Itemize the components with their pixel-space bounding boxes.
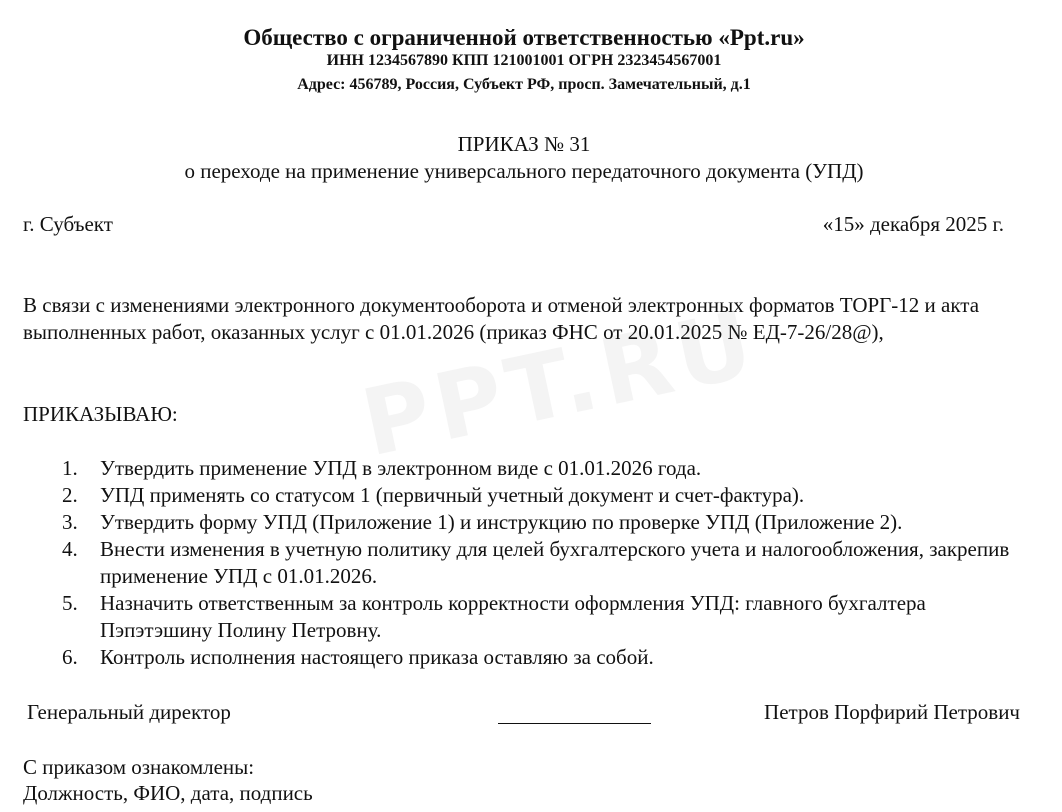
order-subject: о переходе на применение универсального передаточного документа (УПД) [184, 159, 864, 183]
org-ids: ИНН 1234567890 КПП 121001001 ОГРН 2323454567001 [326, 52, 722, 69]
item-text: Утвердить форму УПД (Приложение 1) и инструкцию по проверке УПД (Приложение 2). [100, 510, 903, 534]
item-number: 6. [62, 645, 78, 669]
order-title: ПРИКАЗ № 31 [457, 132, 591, 156]
list-item [0, 482, 1040, 509]
signatory-role: Генеральный директор [27, 700, 231, 724]
acknowledgement-fields: Должность, ФИО, дата, подпись [23, 781, 313, 805]
item-text: Назначить ответственным за контроль корректности оформления УПД: главного бухгалтера Пэпэтэшину Полину Петровну. [100, 591, 926, 642]
order-date: «15» декабря 2025 г. [822, 212, 1004, 236]
item-number: 3. [62, 510, 78, 534]
order-city: г. Субъект [23, 212, 113, 236]
preamble-paragraph: В связи с изменениями электронного документооборота и отменой электронных форматов ТОРГ-12 и акта выполненных работ, оказанных услуг с 01.01.2026 (приказ ФНС от 20.01.2025 № ЕД-7-26/28@), [23, 293, 980, 344]
list-item [0, 509, 1040, 536]
item-number: 5. [62, 591, 78, 615]
item-number: 4. [62, 537, 78, 561]
list-item [0, 644, 1040, 671]
acknowledgement-title: С приказом ознакомлены: [23, 755, 255, 779]
item-text: Внести изменения в учетную политику для целей бухгалтерского учета и налогообложения, закрепив применение УПД с 01.01.2026. [100, 537, 1010, 588]
item-text: УПД применять со статусом 1 (первичный учетный документ и счет-фактура). [100, 483, 805, 507]
item-number: 2. [62, 483, 78, 507]
org-address: Адрес: 456789, Россия, Субъект РФ, просп. Замечательный, д.1 [297, 76, 751, 93]
order-directive: ПРИКАЗЫВАЮ: [23, 402, 178, 426]
list-item [0, 536, 1040, 590]
list-item [0, 455, 1040, 482]
item-number: 1. [62, 456, 78, 480]
item-text: Утвердить применение УПД в электронном виде с 01.01.2026 года. [100, 456, 702, 480]
signatory-name: Петров Порфирий Петрович [764, 700, 1020, 724]
list-item [0, 590, 1040, 644]
order-items-list [0, 455, 1040, 671]
signature-line [498, 723, 651, 724]
org-name: Общество с ограниченной ответственностью «Ppt.ru» [243, 25, 805, 50]
item-text: Контроль исполнения настоящего приказа оставляю за собой. [100, 645, 654, 669]
